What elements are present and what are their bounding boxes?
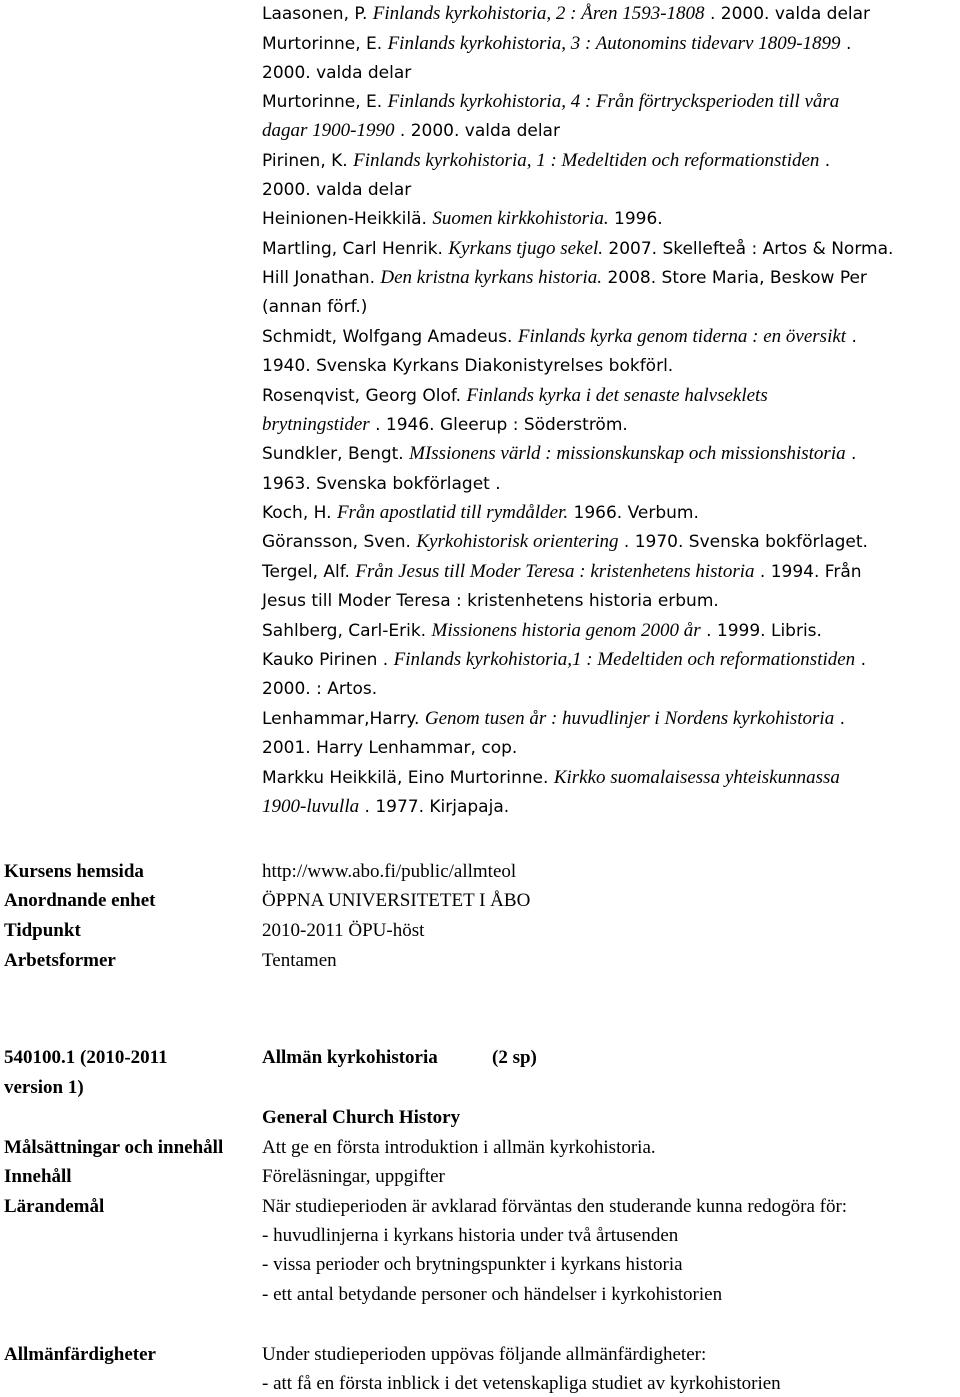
course-title-en: General Church History <box>262 1107 461 1128</box>
reference-line: Pirinen, K. Finlands kyrkohistoria, 1 : Medeltiden och reformationstiden . <box>262 150 831 171</box>
course-title: Allmän kyrkohistoria <box>262 1047 438 1068</box>
course-version: version 1) <box>4 1077 84 1098</box>
reference-line: Rosenqvist, Georg Olof. Finlands kyrka i det senaste halvseklets <box>262 385 768 406</box>
reference-line: Schmidt, Wolfgang Amadeus. Finlands kyrka genom tiderna : en översikt . <box>262 326 857 347</box>
reference-line: Heinionen-Heikkilä. Suomen kirkkohistoria. 1996. <box>262 208 663 229</box>
reference-line: brytningstider . 1946. Gleerup : Söderström. <box>262 414 628 435</box>
content-label: Innehåll <box>4 1166 72 1187</box>
outcome-item: - vissa perioder och brytningspunkter i kyrkans historia <box>262 1254 683 1275</box>
reference-line: Tergel, Alf. Från Jesus till Moder Teresa : kristenhetens historia . 1994. Från <box>262 561 862 582</box>
reference-line: Hill Jonathan. Den kristna kyrkans historia. 2008. Store Maria, Beskow Per <box>262 267 867 288</box>
reference-line: Sahlberg, Carl-Erik. Missionens historia genom 2000 år . 1999. Libris. <box>262 620 822 641</box>
reference-line: Kauko Pirinen . Finlands kyrkohistoria,1 : Medeltiden och reformationstiden . <box>262 649 866 670</box>
reference-line: Sundkler, Bengt. MIssionens värld : missionskunskap och missionshistoria . <box>262 443 857 464</box>
outcome-item: - huvudlinjerna i kyrkans historia under två årtusenden <box>262 1225 679 1246</box>
reference-line: 2000. : Artos. <box>262 679 378 699</box>
homepage-link[interactable]: http://www.abo.fi/public/allmteol <box>262 861 517 882</box>
reference-line: Murtorinne, E. Finlands kyrkohistoria, 4 : Från förtrycksperioden till våra <box>262 91 840 112</box>
reference-line: dagar 1900-1990 . 2000. valda delar <box>262 120 560 141</box>
reference-line: Lenhammar,Harry. Genom tusen år : huvudlinjer i Nordens kyrkohistoria . <box>262 708 846 729</box>
reference-line: Markku Heikkilä, Eino Murtorinne. Kirkko suomalaisessa yhteiskunnassa <box>262 767 840 788</box>
goals-label: Målsättningar och innehåll <box>4 1137 224 1158</box>
time-value: 2010-2011 ÖPU-höst <box>262 920 425 941</box>
reference-line: 2000. valda delar <box>262 63 412 83</box>
skill-item: - att få en första inblick i det vetenskapliga studiet av kyrkohistorien <box>262 1373 781 1394</box>
course-credits: (2 sp) <box>492 1047 537 1068</box>
reference-line: Jesus till Moder Teresa : kristenhetens historia erbum. <box>262 591 719 611</box>
skills-label: Allmänfärdigheter <box>4 1344 156 1365</box>
content-value: Föreläsningar, uppgifter <box>262 1166 445 1187</box>
time-label: Tidpunkt <box>4 920 81 941</box>
reference-line: 1900-luvulla . 1977. Kirjapaja. <box>262 796 510 817</box>
work-value: Tentamen <box>262 950 337 971</box>
unit-label: Anordnande enhet <box>4 890 156 911</box>
reference-line: Koch, H. Från apostlatid till rymdålder. 1966. Verbum. <box>262 502 699 523</box>
reference-line: Laasonen, P. Finlands kyrkohistoria, 2 : Åren 1593-1808 . 2000. valda delar <box>262 3 871 24</box>
homepage-label: Kursens hemsida <box>4 861 144 882</box>
goals-value: Att ge en första introduktion i allmän kyrkohistoria. <box>262 1137 656 1158</box>
outcomes-intro: När studieperioden är avklarad förväntas den studerande kunna redogöra för: <box>262 1196 848 1217</box>
reference-line: 2000. valda delar <box>262 180 412 200</box>
reference-line: (annan förf.) <box>262 297 368 317</box>
reference-line: 1963. Svenska bokförlaget . <box>262 474 501 494</box>
outcomes-label: Lärandemål <box>4 1196 105 1217</box>
reference-line: Martling, Carl Henrik. Kyrkans tjugo sekel. 2007. Skellefteå : Artos & Norma. <box>262 238 894 259</box>
reference-line: 2001. Harry Lenhammar, cop. <box>262 738 518 758</box>
skills-intro: Under studieperioden uppövas följande allmänfärdigheter: <box>262 1344 707 1365</box>
work-label: Arbetsformer <box>4 950 116 971</box>
unit-value: ÖPPNA UNIVERSITETET I ÅBO <box>262 890 531 911</box>
reference-line: 1940. Svenska Kyrkans Diakonistyrelses bokförl. <box>262 356 674 376</box>
reference-line: Göransson, Sven. Kyrkohistorisk orientering . 1970. Svenska bokförlaget. <box>262 531 868 552</box>
outcome-item: - ett antal betydande personer och händelser i kyrkohistorien <box>262 1284 723 1305</box>
reference-line: Murtorinne, E. Finlands kyrkohistoria, 3 : Autonomins tidevarv 1809-1899 . <box>262 33 852 54</box>
course-code: 540100.1 (2010-2011 <box>4 1047 168 1068</box>
